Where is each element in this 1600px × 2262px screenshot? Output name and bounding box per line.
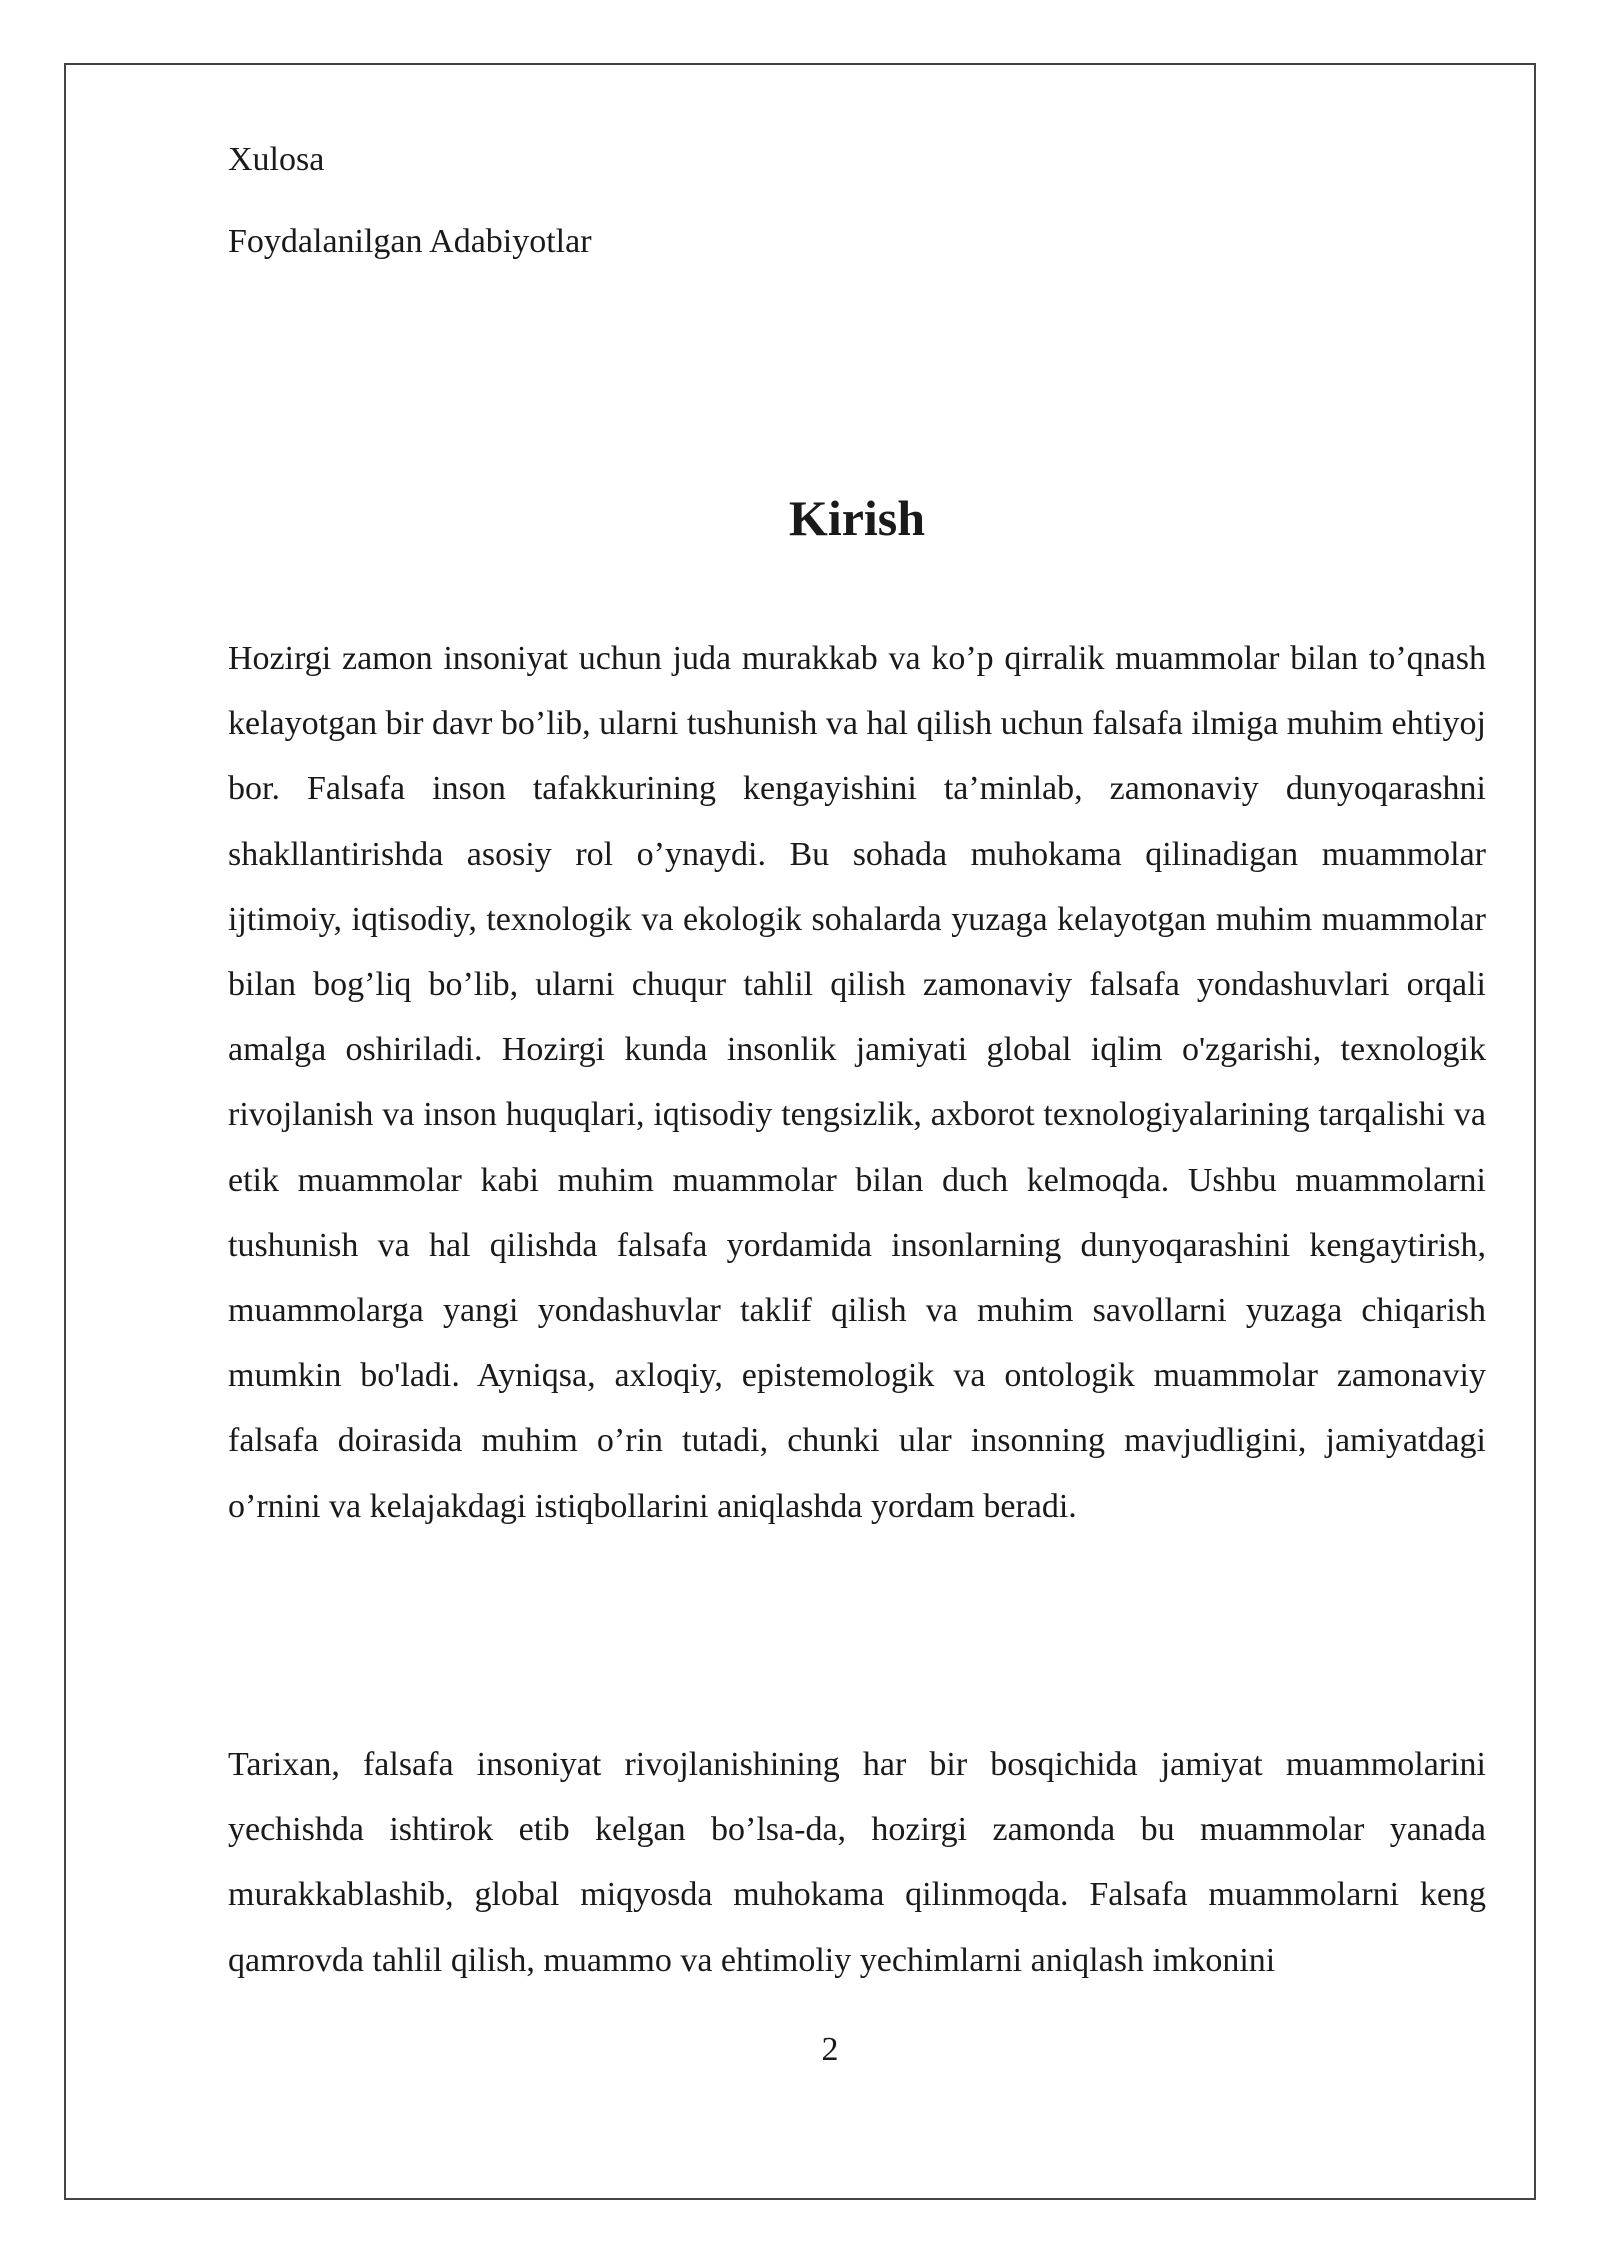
toc-item-xulosa: Xulosa <box>228 141 325 178</box>
page-number: 2 <box>821 2031 839 2068</box>
toc-item-adabiyotlar: Foydalanilgan Adabiyotlar <box>228 223 592 260</box>
table-of-contents <box>228 140 1486 262</box>
section-heading: Kirish <box>788 490 926 546</box>
paragraph-1: Hozirgi zamon insoniyat uchun juda murakkab va ko’p qirralik muammolar bilan to’qnash kelayotgan bir davr bo’lib, ularni tushunish va hal qilish uchun falsafa ilmiga muhim ehtiyoj bor. Falsafa inson tafakkurining kengayishini ta’minlab, zamonaviy dunyoqarashni shakllantirishda asosiy rol o’ynaydi. Bu sohada muhokama qilinadigan muammolar ijtimoiy, iqtisodiy, texnologik va ekologik sohalarda yuzaga kelayotgan muhim muammolar bilan bog’liq bo’lib, ularni chuqur tahlil qilish zamonaviy falsafa yondashuvlari orqali amalga oshiriladi. Hozirgi kunda insonlik jamiyati global iqlim o'zgarishi, texnologik rivojlanish va inson huquqlari, iqtisodiy tengsizlik, axborot texnologiyalarining tarqalishi va etik muammolar kabi muhim muammolar bilan duch kelmoqda. Ushbu muammolarni tushunish va hal qilishda falsafa yordamida insonlarning dunyoqarashini kengaytirish, muammolarga yangi yondashuvlar taklif qilish va muhim savollarni yuzaga chiqarish mumkin bo'ladi. Ayniqsa, axloqiy, epistemologik va ontologik muammolar zamonaviy falsafa doirasida muhim o’rin tutadi, chunki ular insonning mavjudligini, jamiyatdagi o’rnini va kelajakdagi istiqbollarini aniqlashda yordam beradi. <box>228 640 1486 1525</box>
paragraph-2: Tarixan, falsafa insoniyat rivojlanishining har bir bosqichida jamiyat muammolarini yechishda ishtirok etib kelgan bo’lsa-da, hozirgi zamonda bu muammolar yanada murakkablashib, global miqyosda muhokama qilinmoqda. Falsafa muammolarni keng qamrovda tahlil qilish, muammo va ehtimoliy yechimlarni aniqlash imkonini <box>228 1746 1486 1979</box>
